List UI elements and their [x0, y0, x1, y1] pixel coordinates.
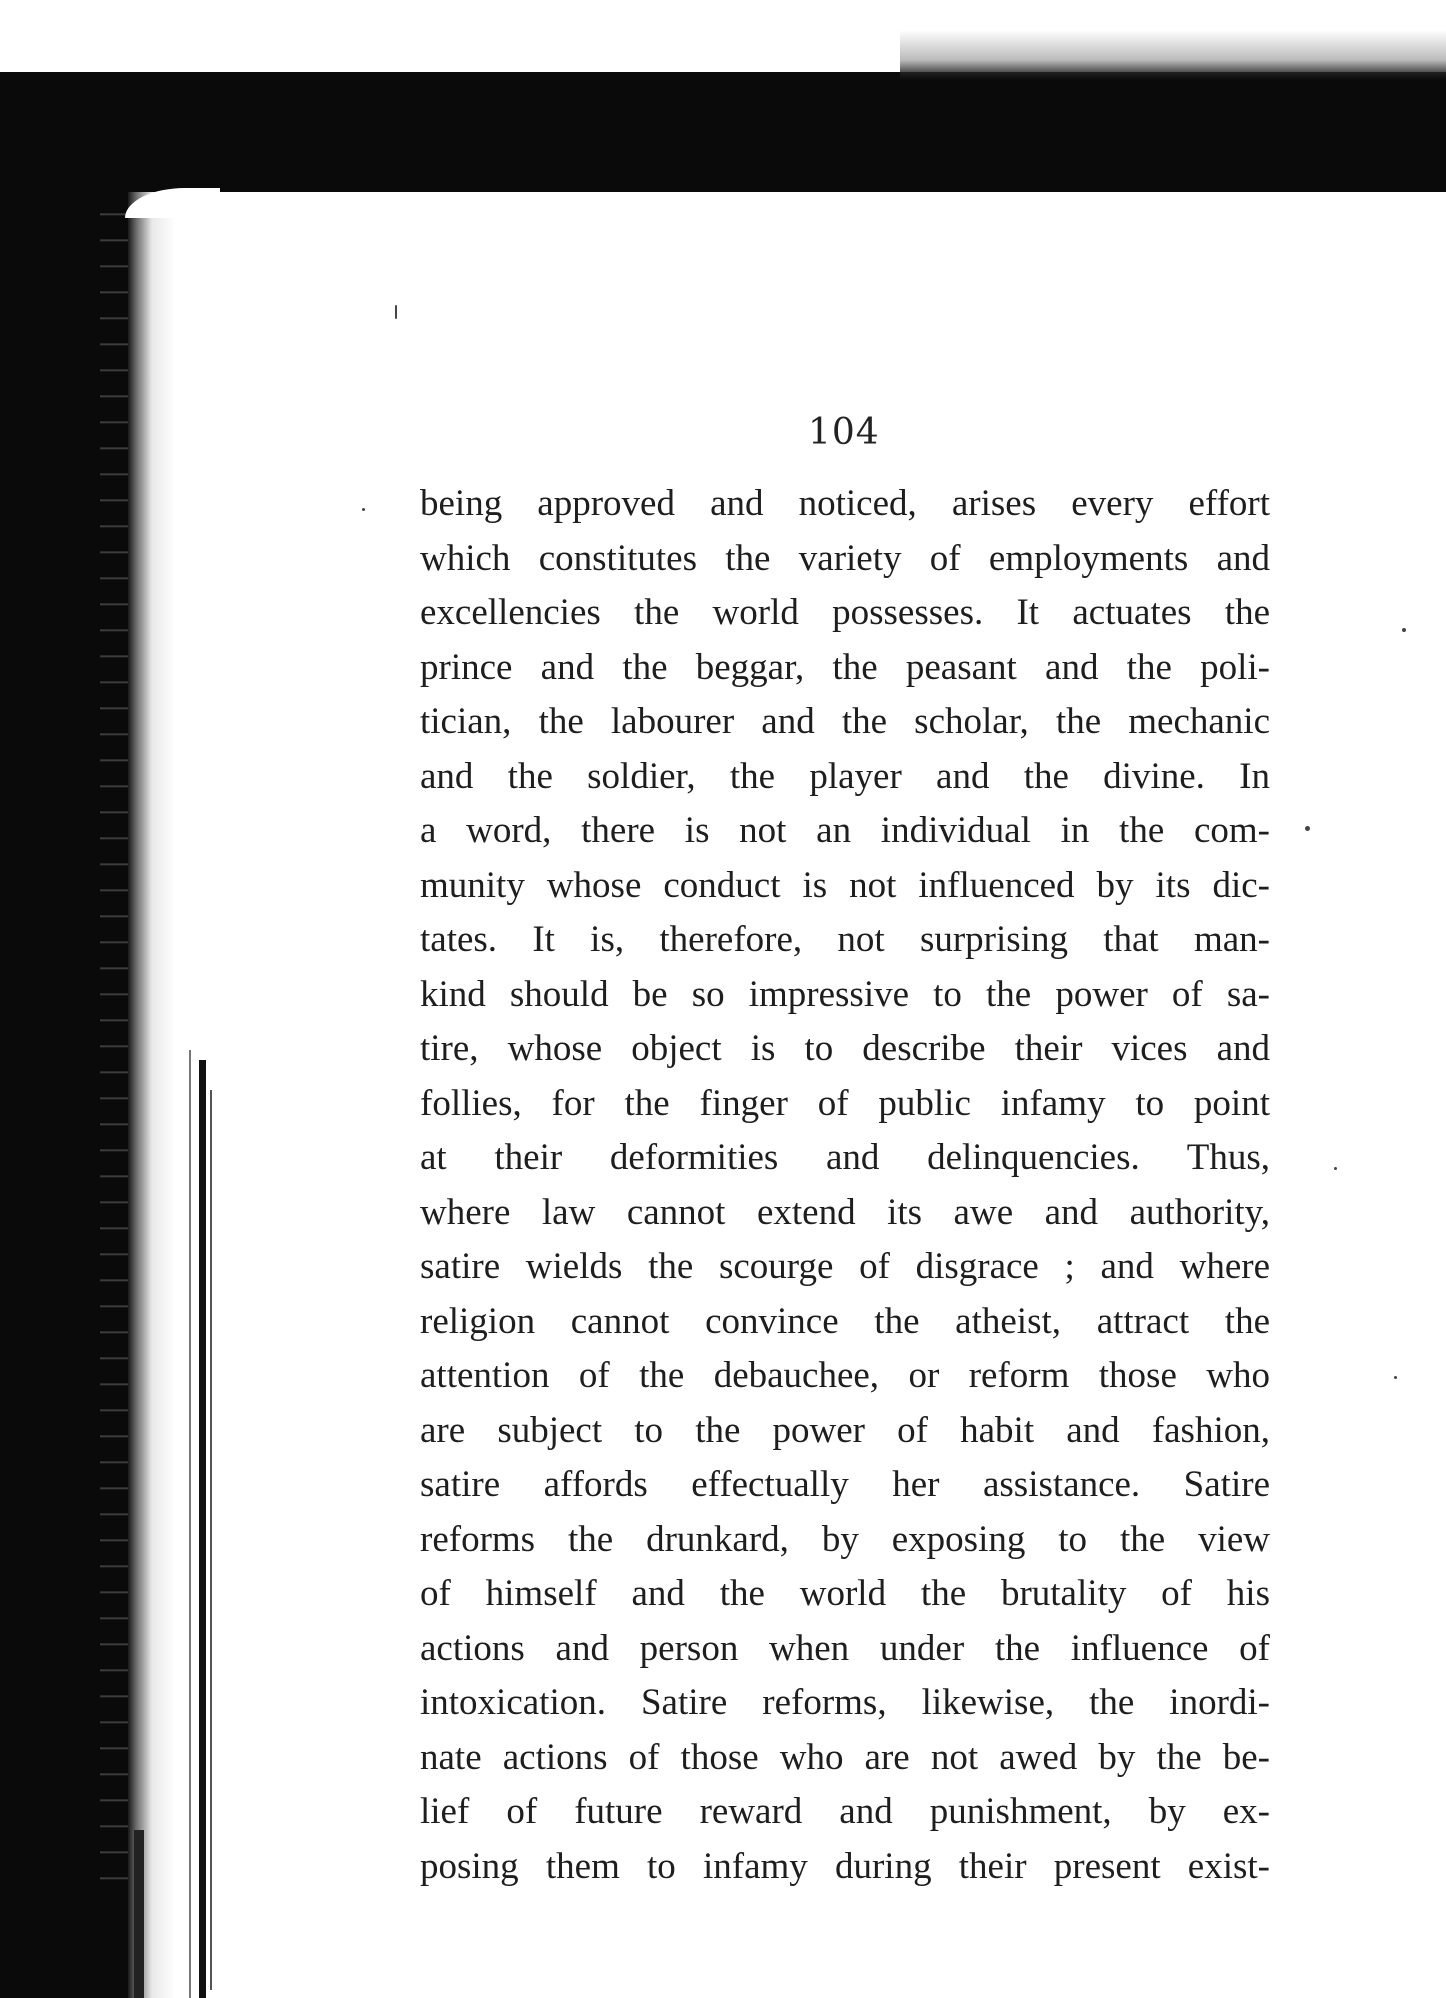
text-line: satire affords effectually her assistance. Satire: [420, 1464, 1270, 1505]
text-line: at their deformities and delinquencies. Thus,: [420, 1137, 1270, 1178]
binding-shadow-line: [134, 1830, 144, 1998]
binding-shadow-line: [189, 1050, 191, 1998]
text-line: nate actions of those who are not awed by the be-: [420, 1736, 1270, 1778]
page-number: 104: [808, 412, 880, 453]
text-line: attention of the debauchee, or reform those who: [420, 1355, 1270, 1396]
text-line: are subject to the power of habit and fashion,: [420, 1409, 1270, 1451]
scan-top-fade: [900, 30, 1446, 80]
text-line: and the soldier, the player and the divine. In: [420, 755, 1270, 797]
text-line: being approved and noticed, arises every effort: [420, 483, 1270, 524]
text-line: excellencies the world possesses. It actuates the: [420, 592, 1270, 633]
text-line: which constitutes the variety of employments and: [420, 537, 1270, 579]
body-text: [420, 477, 1270, 1894]
text-line: posing them to infamy during their present exist-: [420, 1845, 1270, 1887]
binding-shadow-line: [199, 1060, 206, 1998]
stray-mark: [1305, 826, 1310, 831]
stray-mark: [362, 508, 365, 511]
text-line: of himself and the world the brutality of his: [420, 1573, 1270, 1614]
text-line: munity whose conduct is not influenced by its dic-: [420, 864, 1270, 906]
stray-mark: [1334, 1167, 1337, 1170]
page-binding-edge: [128, 192, 208, 1998]
text-line: satire wields the scourge of disgrace ; and where: [420, 1246, 1270, 1287]
stray-mark: [1394, 1376, 1397, 1379]
text-line: tates. It is, therefore, not surprising that man-: [420, 919, 1270, 960]
text-line: where law cannot extend its awe and authority,: [420, 1191, 1270, 1233]
text-line: tire, whose object is to describe their vices and: [420, 1028, 1270, 1069]
text-line: kind should be so impressive to the power of sa-: [420, 973, 1270, 1015]
stray-mark: [1402, 628, 1406, 632]
text-line: actions and person when under the influence of: [420, 1627, 1270, 1669]
text-line: tician, the labourer and the scholar, the mechanic: [420, 701, 1270, 742]
text-line: prince and the beggar, the peasant and the poli-: [420, 646, 1270, 688]
stray-mark: [395, 305, 397, 319]
text-line: follies, for the finger of public infamy to point: [420, 1082, 1270, 1124]
text-line: a word, there is not an individual in the com-: [420, 810, 1270, 851]
text-line: intoxication. Satire reforms, likewise, the inordi-: [420, 1682, 1270, 1723]
text-line: reforms the drunkard, by exposing to the view: [420, 1518, 1270, 1560]
binding-shadow-line: [210, 1090, 212, 1990]
text-line: lief of future reward and punishment, by ex-: [420, 1791, 1270, 1832]
text-line: religion cannot convince the atheist, attract the: [420, 1300, 1270, 1342]
scan-top-border: [0, 72, 1446, 192]
